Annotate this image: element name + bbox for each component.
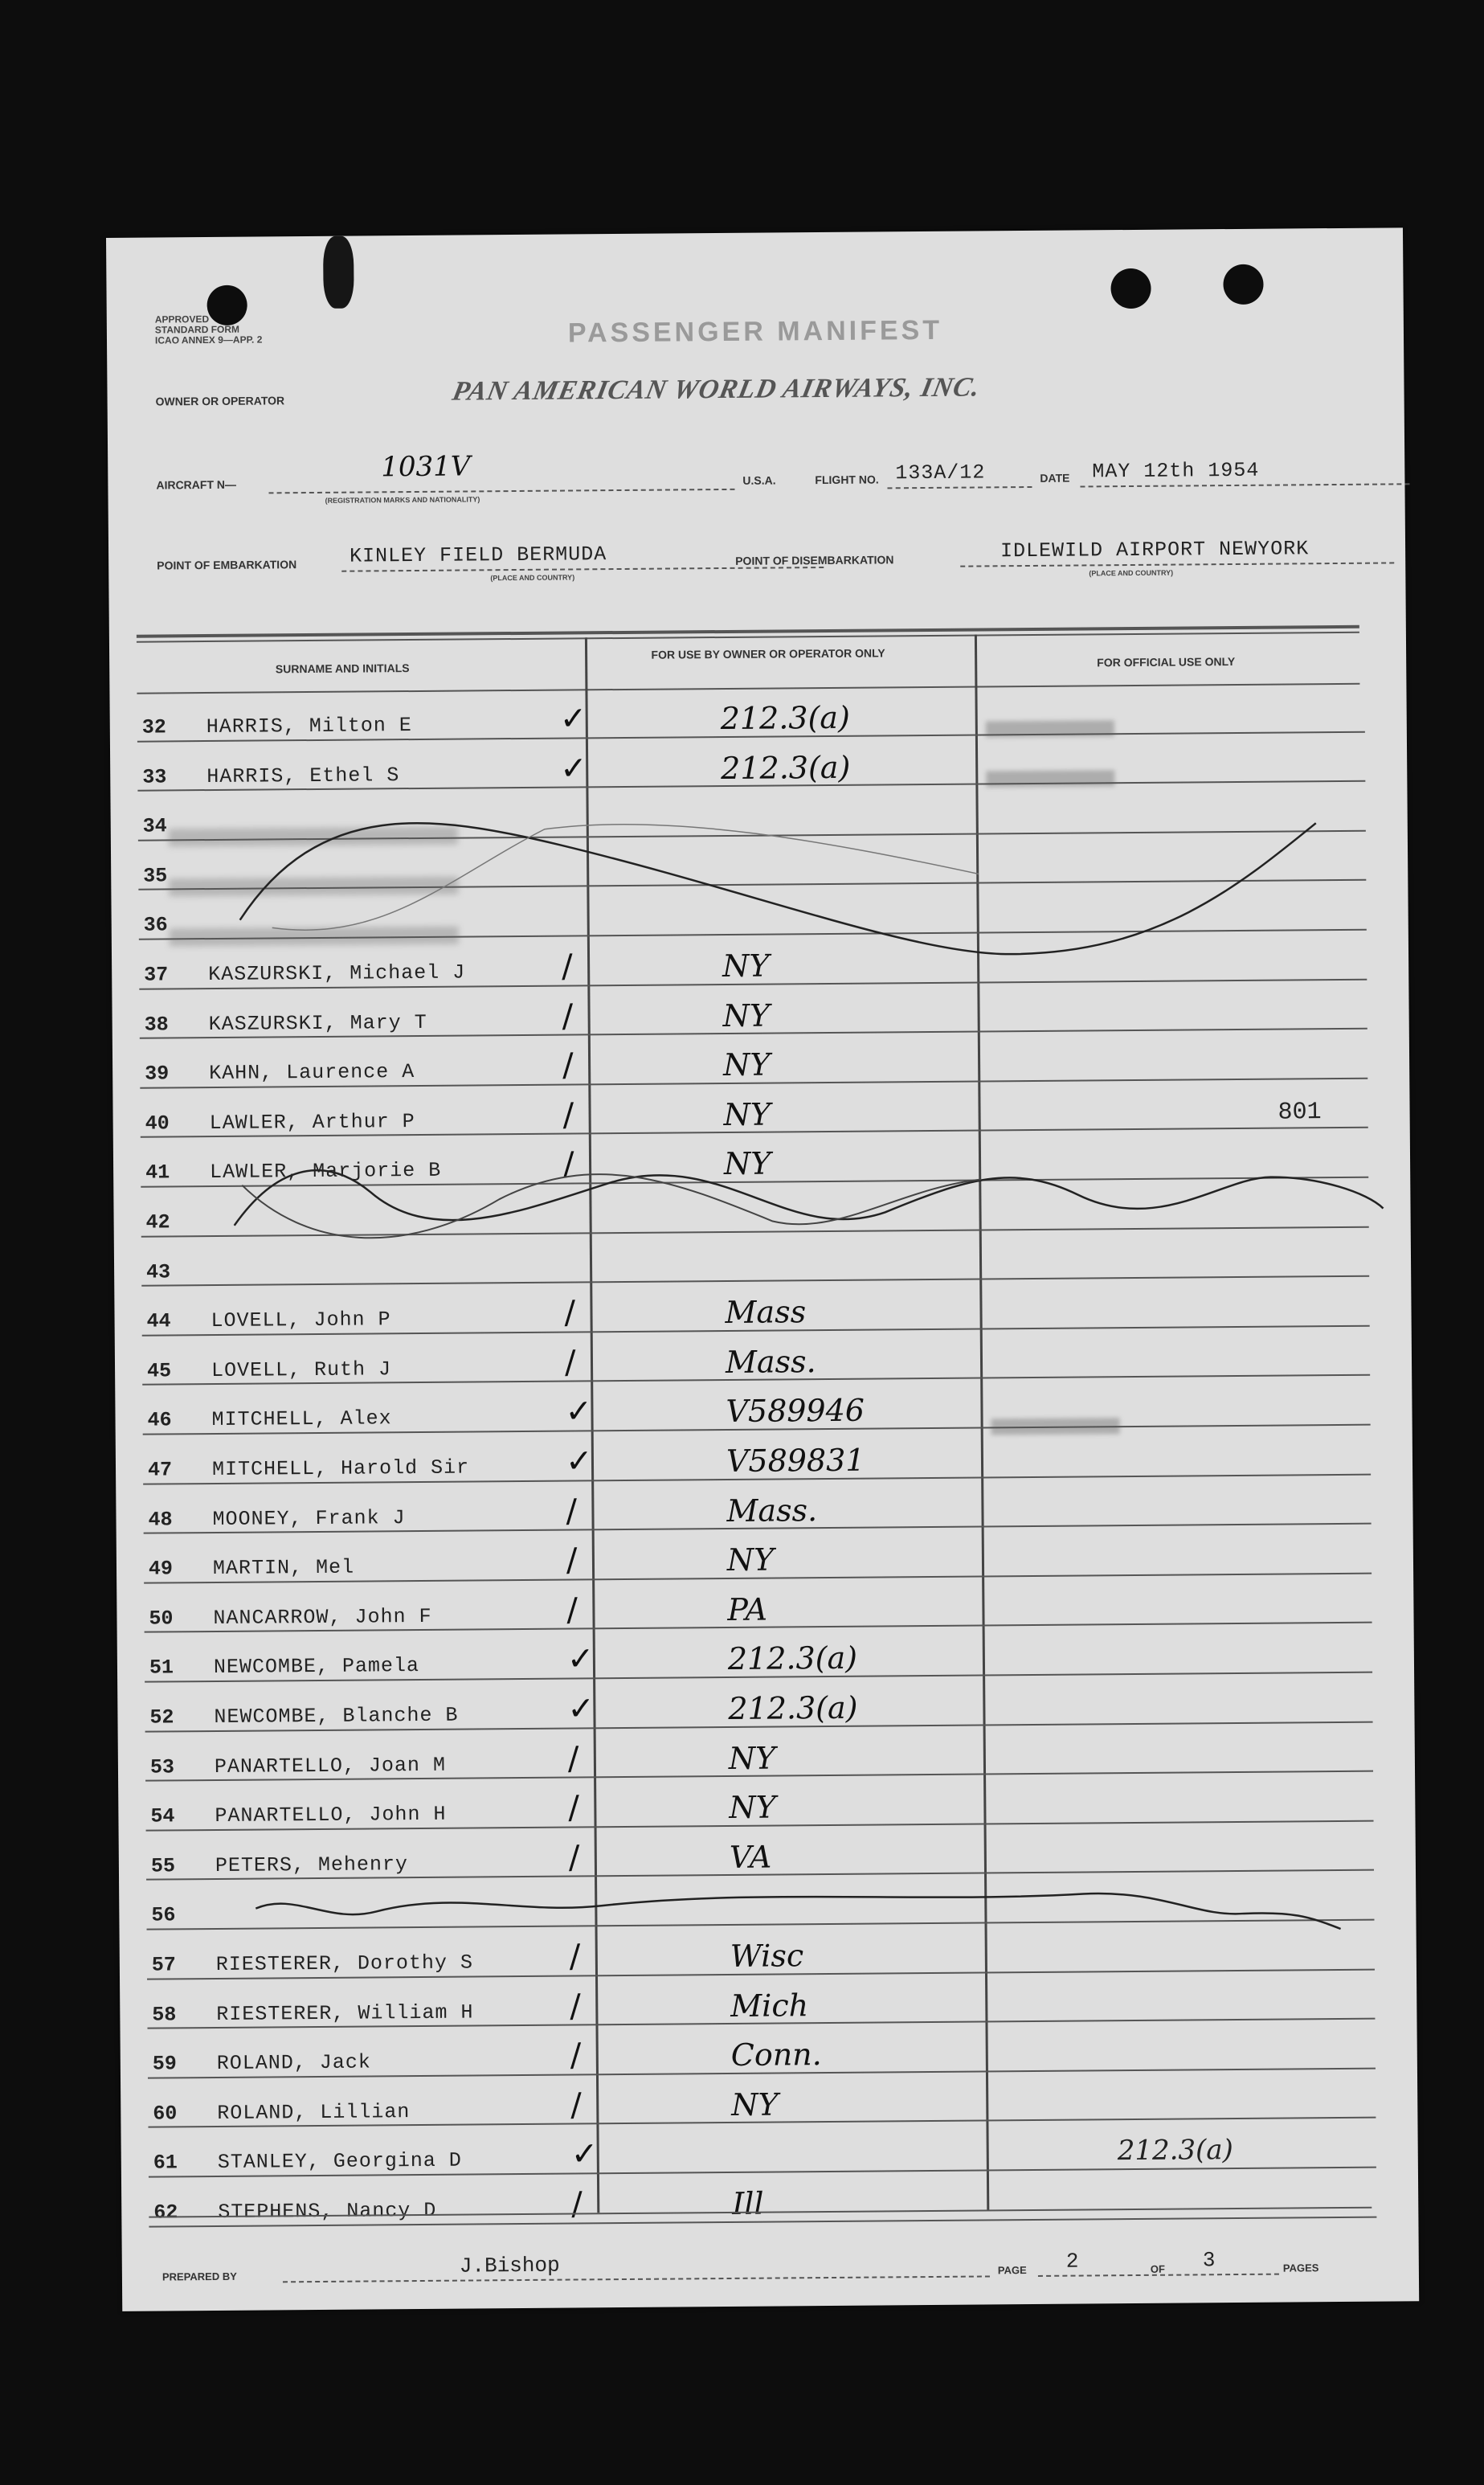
passenger-name: LAWLER, Marjorie B: [210, 1159, 442, 1185]
owner-note: NY: [731, 2086, 779, 2123]
row-number: 41: [145, 1161, 170, 1185]
owner-note: NY: [728, 1740, 776, 1776]
date-label: DATE: [1040, 471, 1070, 485]
owner-column-header: FOR USE BY OWNER OR OPERATOR ONLY: [651, 646, 885, 661]
row-number: 53: [149, 1754, 175, 1779]
manifest-sheet: [106, 227, 1419, 2311]
owner-note: Mass.: [725, 1343, 816, 1380]
check-mark: /: [568, 1789, 580, 1827]
owner-note: V589831: [726, 1442, 865, 1479]
disembarkation-sublabel: (PLACE AND COUNTRY): [1089, 568, 1174, 578]
check-mark: /: [567, 1740, 579, 1778]
operator-name: PAN AMERICAN WORLD AIRWAYS, INC.: [449, 372, 983, 407]
check-mark: ✓: [565, 1393, 593, 1431]
passenger-name: RIESTERER, William H: [216, 2000, 474, 2026]
check-mark: /: [564, 1294, 576, 1332]
of-label: OF: [1150, 2262, 1166, 2275]
passenger-name: STEPHENS, Nancy D: [218, 2198, 437, 2224]
check-mark: /: [566, 1591, 578, 1629]
passenger-name: LOVELL, John P: [211, 1308, 391, 1333]
passenger-name: LOVELL, Ruth J: [211, 1357, 392, 1382]
form-title: PASSENGER MANIFEST: [567, 314, 943, 349]
passenger-name: ROLAND, Lillian: [217, 2099, 411, 2125]
flight-number: 133A/12: [895, 461, 986, 485]
owner-note: V589946: [726, 1393, 865, 1430]
passenger-name: MARTIN, Mel: [212, 1555, 355, 1581]
check-mark: /: [569, 1938, 581, 1975]
owner-note: Ill: [732, 2185, 764, 2221]
row-number: 36: [143, 913, 168, 938]
owner-note: Mass.: [726, 1492, 818, 1529]
row-number: 40: [145, 1111, 170, 1136]
row-number: 59: [152, 2052, 177, 2076]
pages-label: PAGES: [1282, 2262, 1319, 2274]
check-mark: ✓: [565, 1443, 593, 1480]
row-number: 49: [148, 1557, 174, 1581]
embarkation-value: KINLEY FIELD BERMUDA: [350, 542, 607, 568]
check-mark: ✓: [570, 2135, 599, 2173]
owner-note: NY: [722, 1046, 771, 1083]
row-number: 44: [146, 1309, 171, 1333]
check-mark: /: [564, 1344, 576, 1382]
check-mark: /: [570, 2037, 582, 2074]
scribble-rows-34-36-b: [272, 821, 979, 930]
disembarkation-label: POINT OF DISEMBARKATION: [735, 553, 894, 567]
passenger-name: STANLEY, Georgina D: [217, 2148, 462, 2175]
owner-note: NY: [729, 1789, 776, 1826]
row-number: 32: [141, 715, 166, 739]
check-mark: /: [570, 2086, 582, 2124]
passenger-name: PANARTELLO, Joan M: [214, 1753, 447, 1779]
passenger-name: PANARTELLO, John H: [215, 1802, 447, 1828]
row-number: 48: [148, 1507, 173, 1532]
strike-scribbles: [106, 227, 1419, 2311]
passenger-name: MITCHELL, Alex: [211, 1406, 392, 1432]
check-mark: ✓: [560, 749, 587, 788]
passenger-name: KAHN, Laurence A: [209, 1060, 415, 1086]
row-number: 33: [142, 765, 167, 789]
check-mark: /: [568, 1839, 580, 1877]
passenger-name: HARRIS, Ethel S: [206, 763, 400, 788]
flight-label: FLIGHT NO.: [815, 473, 879, 487]
check-mark: /: [562, 997, 574, 1035]
scribble-rows-42-43: [234, 1162, 1383, 1226]
page-label: PAGE: [997, 2264, 1027, 2277]
owner-note: NY: [726, 1541, 775, 1578]
row-number: 46: [147, 1408, 172, 1433]
check-mark: ✓: [559, 700, 587, 738]
passenger-name: KASZURSKI, Mary T: [208, 1010, 427, 1036]
total-pages: 3: [1202, 2248, 1216, 2273]
row-number: 35: [143, 864, 168, 888]
passenger-name: NEWCOMBE, Blanche B: [214, 1703, 459, 1730]
check-mark: /: [566, 1492, 578, 1530]
date-value: MAY 12th 1954: [1092, 458, 1260, 484]
passenger-name: HARRIS, Milton E: [206, 714, 412, 739]
owner-note: Conn.: [730, 2037, 822, 2074]
usa-label: U.S.A.: [742, 473, 776, 487]
passenger-name: LAWLER, Arthur P: [209, 1109, 415, 1135]
owner-note: 212.3(a): [728, 1689, 858, 1726]
row-number: 58: [152, 2002, 177, 2027]
check-mark: ✓: [567, 1690, 595, 1728]
owner-note: VA: [729, 1839, 772, 1875]
passenger-name: RIESTERER, Dorothy S: [215, 1951, 474, 1976]
row-number: 42: [145, 1210, 170, 1234]
row-number: 37: [144, 963, 169, 987]
check-mark: /: [571, 2185, 583, 2223]
official-note: 212.3(a): [1117, 2134, 1234, 2168]
row-number: 45: [146, 1359, 172, 1383]
row-number: 60: [153, 2102, 178, 2126]
row-number: 57: [151, 1953, 177, 1977]
row-number: 34: [142, 814, 167, 838]
check-mark: ✓: [566, 1640, 595, 1678]
owner-note: 212.3(a): [727, 1640, 858, 1677]
row-number: 52: [149, 1705, 174, 1730]
check-mark: /: [566, 1541, 578, 1579]
owner-note: Mass: [725, 1294, 807, 1331]
owner-note: Wisc: [730, 1938, 804, 1974]
owner-label: OWNER OR OPERATOR: [155, 394, 285, 408]
row-number: 61: [153, 2151, 178, 2176]
row-number: 56: [151, 1903, 176, 1928]
passenger-name: ROLAND, Jack: [216, 2050, 371, 2076]
prepared-by-label: PREPARED BY: [161, 2270, 237, 2283]
embarkation-label: POINT OF EMBARKATION: [157, 558, 297, 572]
scribble-row-56: [256, 1892, 1340, 1938]
owner-note: PA: [727, 1591, 768, 1627]
passenger-name: MITCHELL, Harold Sir: [211, 1455, 470, 1482]
owner-note: 212.3(a): [720, 699, 850, 737]
scribble-rows-34-36: [239, 816, 1317, 960]
row-number: 43: [145, 1260, 171, 1284]
prepared-by-value: J.Bishop: [459, 2253, 560, 2278]
aircraft-sublabel: (REGISTRATION MARKS AND NATIONALITY): [325, 495, 480, 505]
row-number: 50: [149, 1607, 174, 1631]
passenger-name: MOONEY, Frank J: [212, 1505, 406, 1531]
owner-note: NY: [722, 997, 771, 1034]
aircraft-number: 1031V: [381, 450, 471, 484]
row-number: 39: [145, 1062, 170, 1086]
owner-note: NY: [723, 1145, 771, 1182]
owner-note: 212.3(a): [721, 749, 851, 786]
page-number: 2: [1065, 2249, 1079, 2274]
check-mark: /: [562, 1096, 574, 1134]
passenger-name: NANCARROW, John F: [213, 1604, 432, 1630]
disembarkation-value: IDLEWILD AIRPORT NEWYORK: [1000, 537, 1310, 563]
row-number: 62: [153, 2200, 178, 2225]
row-number: 38: [144, 1013, 169, 1037]
approval-note: APPROVED STANDARD FORM ICAO ANNEX 9—APP. 2: [154, 313, 263, 346]
row-number: 47: [147, 1458, 173, 1482]
check-mark: /: [570, 1988, 581, 2025]
embarkation-sublabel: (PLACE AND COUNTRY): [490, 573, 575, 583]
aircraft-label: AIRCRAFT N—: [156, 477, 237, 492]
passenger-name: KASZURSKI, Michael J: [208, 960, 466, 987]
row-number: 51: [149, 1656, 174, 1681]
row-number: 55: [150, 1854, 176, 1878]
official-column-header: FOR OFFICIAL USE ONLY: [1097, 654, 1236, 669]
check-mark: /: [562, 1046, 574, 1084]
official-note: 801: [1278, 1098, 1322, 1127]
check-mark: /: [561, 948, 573, 985]
owner-note: NY: [723, 1096, 771, 1132]
surname-column-header: SURNAME AND INITIALS: [275, 661, 410, 676]
owner-note: Mich: [730, 1987, 809, 2024]
passenger-name: PETERS, Mehenry: [215, 1852, 409, 1877]
passenger-name: NEWCOMBE, Pamela: [213, 1654, 420, 1680]
row-number: 54: [150, 1804, 175, 1828]
owner-note: NY: [722, 948, 770, 985]
check-mark: /: [562, 1145, 574, 1183]
